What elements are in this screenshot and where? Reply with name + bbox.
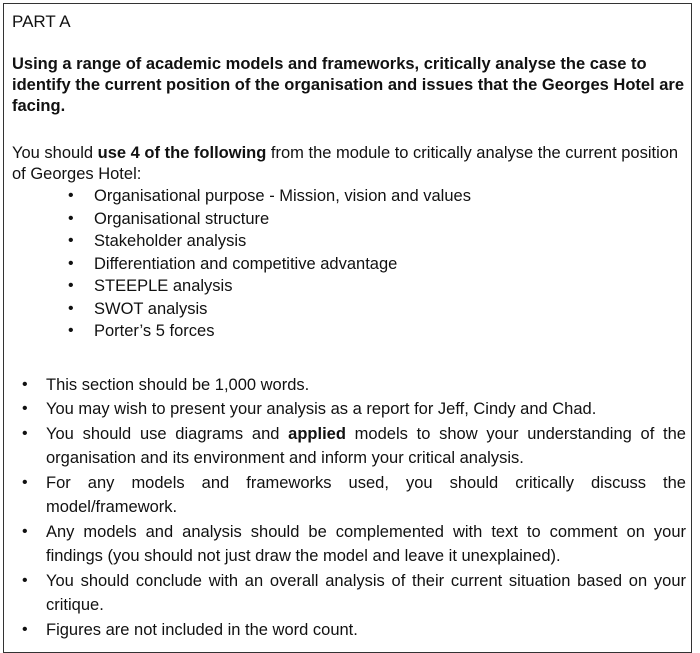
list-item-text: Stakeholder analysis xyxy=(94,232,247,250)
list-item-text: SWOT analysis xyxy=(94,299,208,318)
list-item xyxy=(12,298,688,321)
bullet-icon: • xyxy=(68,322,74,339)
list-item xyxy=(12,208,688,231)
requirement-text: Figures are not included in the word count. xyxy=(46,620,358,639)
list-item xyxy=(12,185,688,208)
bullet-icon: • xyxy=(68,187,74,204)
part-title: PART A xyxy=(12,12,71,31)
bullet-icon: • xyxy=(22,571,28,589)
intro-text-bold: use 4 of the following xyxy=(97,144,267,162)
list-item-text: Organisational structure xyxy=(94,209,270,228)
list-item-text: Organisational purpose - Mission, vision and values xyxy=(94,187,471,205)
bullet-icon: • xyxy=(22,522,28,540)
bullet-icon: • xyxy=(22,375,28,393)
requirement-item xyxy=(12,373,688,398)
list-item xyxy=(12,275,688,298)
list-item-text: STEEPLE analysis xyxy=(94,277,233,295)
bullet-icon: • xyxy=(68,254,74,272)
bullet-icon: • xyxy=(22,400,28,417)
bullet-icon: • xyxy=(68,232,74,249)
intro-paragraph xyxy=(12,143,688,185)
requirement-text: You should conclude with an overall analysis of their current situation based on your critique. xyxy=(46,571,686,614)
requirement-text: For any models and frameworks used, you should critically discuss the model/framework. xyxy=(46,473,686,516)
requirement-item xyxy=(12,422,688,471)
bullet-icon: • xyxy=(68,299,74,317)
requirement-text: You may wish to present your analysis as a report for Jeff, Cindy and Chad. xyxy=(46,400,597,418)
list-item xyxy=(12,253,688,276)
requirement-text-after: models to show your understanding of the organisation and its environment and inform your critical analysis. xyxy=(46,424,686,467)
bullet-icon: • xyxy=(22,473,28,491)
requirement-item xyxy=(12,618,688,643)
requirement-item xyxy=(12,520,688,569)
requirements-list xyxy=(12,373,688,643)
intro-text-after: from the module to critically analyse the current position of Georges Hotel: xyxy=(12,144,679,183)
bullet-icon: • xyxy=(22,424,28,442)
bullet-icon: • xyxy=(68,277,74,294)
requirement-item xyxy=(12,397,688,422)
requirement-item xyxy=(12,569,688,618)
requirement-text: This section should be 1,000 words. xyxy=(46,375,310,394)
list-item-text: Differentiation and competitive advantage xyxy=(94,254,398,273)
models-list xyxy=(12,185,688,343)
requirement-text-bold: applied xyxy=(288,424,346,443)
intro-text-before: You should xyxy=(12,144,98,162)
list-item xyxy=(12,320,688,343)
question-heading: Using a range of academic models and frameworks, critically analyse the case to identify the current position of the organisation and issues that the Georges Hotel are facing. xyxy=(12,55,685,115)
bullet-icon: • xyxy=(68,209,74,227)
document-content xyxy=(12,12,688,642)
bullet-icon: • xyxy=(22,620,28,638)
requirement-text-before: You should use diagrams and xyxy=(46,424,289,443)
list-item-text: Porter’s 5 forces xyxy=(94,322,215,340)
requirement-item xyxy=(12,471,688,520)
list-item xyxy=(12,230,688,253)
requirement-text: Any models and analysis should be complemented with text to comment on your findings (you should not just draw the model and leave it unexplained). xyxy=(46,522,686,565)
